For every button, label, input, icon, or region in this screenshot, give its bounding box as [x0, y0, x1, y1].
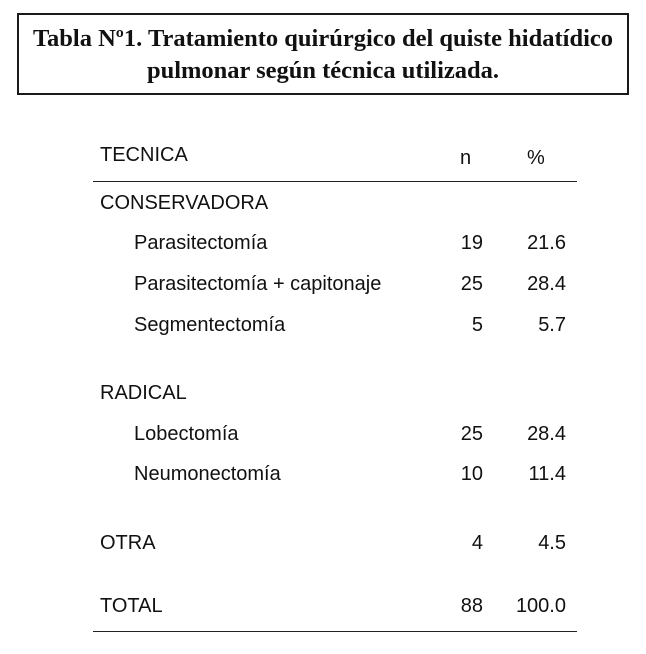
bottom-rule: [93, 631, 577, 632]
row-label-otra: OTRA: [100, 532, 156, 554]
header-n: n: [460, 147, 472, 169]
row-label-parasitectomia-capitonaje: Parasitectomía + capitonaje: [134, 273, 382, 295]
row-n-parasitectomia: 19: [460, 232, 483, 254]
row-label-lobectomia: Lobectomía: [134, 423, 239, 445]
row-n-neumonectomia: 10: [460, 463, 483, 485]
group-label-radical: RADICAL: [100, 382, 187, 404]
row-label-segmentectomia: Segmentectomía: [134, 314, 286, 336]
row-n-total: 88: [460, 595, 483, 617]
header-rule: [93, 181, 577, 182]
row-percent-lobectomia: 28.4: [527, 423, 566, 445]
table-title-line-1: Tabla Nº1. Tratamiento quirúrgico del quiste hidatídico: [32, 25, 614, 52]
header-percent: %: [527, 147, 545, 169]
row-n-lobectomia: 25: [460, 423, 483, 445]
row-label-parasitectomia: Parasitectomía: [134, 232, 268, 254]
row-percent-parasitectomia: 21.6: [527, 232, 566, 254]
row-label-total: TOTAL: [100, 595, 163, 617]
row-label-neumonectomia: Neumonectomía: [134, 463, 281, 485]
row-n-otra: 4: [471, 532, 483, 554]
row-n-parasitectomia-capitonaje: 25: [460, 273, 483, 295]
table-title-line-2: pulmonar según técnica utilizada.: [146, 57, 500, 84]
row-n-segmentectomia: 5: [471, 314, 483, 336]
row-percent-otra: 4.5: [538, 532, 566, 554]
row-percent-parasitectomia-capitonaje: 28.4: [527, 273, 566, 295]
group-label-conservadora: CONSERVADORA: [100, 192, 269, 214]
row-percent-total: 100.0: [515, 595, 566, 617]
row-percent-segmentectomia: 5.7: [538, 314, 566, 336]
header-technique: TECNICA: [100, 144, 188, 166]
row-percent-neumonectomia: 11.4: [528, 463, 566, 485]
